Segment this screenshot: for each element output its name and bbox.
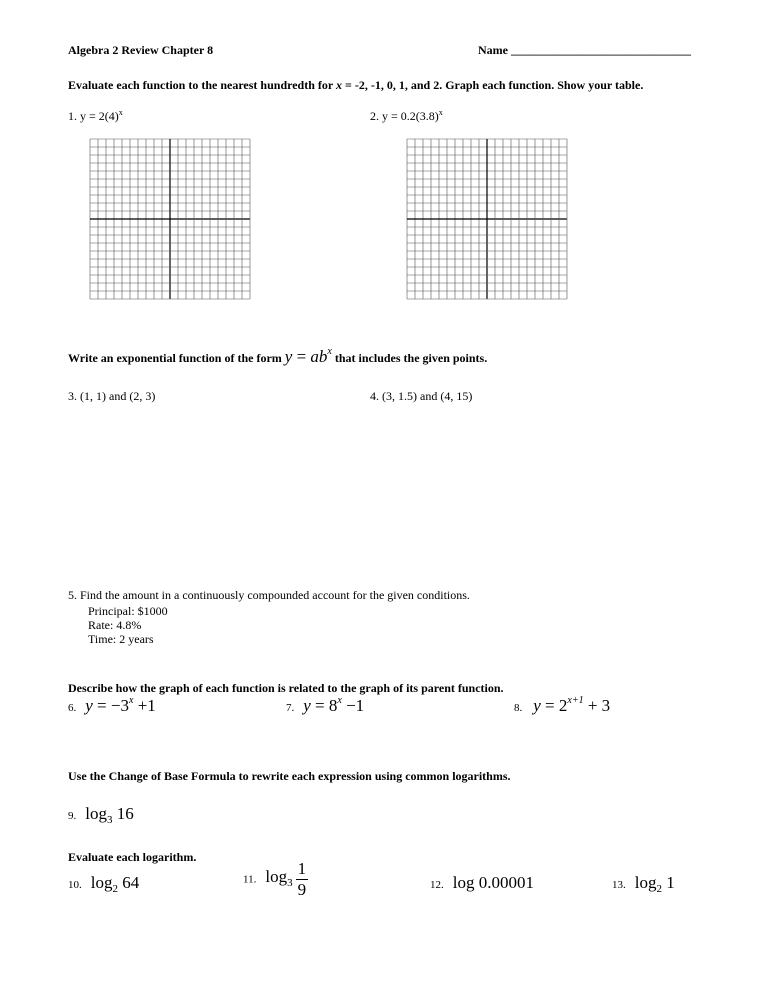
- q2-text: 2. y = 0.2(3.8): [370, 109, 439, 123]
- q9-arg: 16: [112, 804, 134, 823]
- section5-instructions: Use the Change of Base Formula to rewrite each expression using common logarithms.: [68, 769, 511, 783]
- q11-num: 11.: [243, 873, 257, 886]
- question-9: [68, 804, 134, 824]
- question-12: [430, 873, 534, 893]
- q8-eq: = 2: [540, 696, 568, 715]
- instr-post: = -2, -1, 0, 1, and 2. Graph each function. Show your table.: [342, 78, 644, 92]
- q13-num: 13.: [612, 879, 626, 891]
- q6-y: y: [85, 696, 93, 715]
- time: Time: 2 years: [88, 632, 154, 646]
- q6-tail: +1: [133, 696, 156, 715]
- question-11: [243, 859, 308, 900]
- q9-log: log: [85, 804, 107, 823]
- q11-fraction: [296, 859, 309, 900]
- section2-instructions: [68, 347, 487, 367]
- principal: Principal: $1000: [88, 604, 168, 618]
- q2-exp: x: [438, 108, 443, 117]
- q7-y: y: [303, 696, 311, 715]
- question-8: [514, 696, 610, 716]
- question-13: [612, 873, 675, 893]
- q13-log: log: [634, 873, 657, 892]
- name-line: ______________________________: [511, 43, 691, 57]
- q10-base: 2: [112, 883, 118, 895]
- question-1: [68, 109, 123, 124]
- section6-instructions: Evaluate each logarithm.: [68, 850, 197, 864]
- question-5: 5. Find the amount in a continuously compounded account for the given conditions.: [68, 588, 470, 602]
- q8-num: 8.: [514, 702, 523, 714]
- q6-num: 6.: [68, 702, 77, 714]
- question-4: 4. (3, 1.5) and (4, 15): [370, 389, 473, 403]
- q11-base: 3: [287, 877, 293, 890]
- q13-base: 2: [656, 883, 662, 895]
- q10-num: 10.: [68, 879, 82, 891]
- q10-arg: 64: [117, 873, 140, 892]
- q1-text: 1. y = 2(4): [68, 109, 119, 123]
- instr2-post: that includes the given points.: [334, 351, 488, 365]
- question-6: [68, 696, 156, 716]
- question-2: [370, 109, 443, 124]
- question-3: 3. (1, 1) and (2, 3): [68, 389, 156, 403]
- q7-num: 7.: [286, 702, 295, 714]
- q7-tail: −1: [341, 696, 365, 715]
- q11-denominator: 9: [297, 880, 307, 899]
- section1-instructions: [68, 78, 643, 93]
- q10-log: log: [90, 873, 113, 892]
- q6-exp: x: [128, 695, 134, 706]
- section4-instructions: Describe how the graph of each function is related to the graph of its parent function.: [68, 681, 504, 695]
- q9-base: 3: [106, 814, 113, 826]
- q11-log: log: [265, 867, 288, 887]
- q12-arg: 0.00001: [474, 873, 534, 892]
- form-y: y: [284, 347, 293, 366]
- worksheet-title: Algebra 2 Review Chapter 8: [68, 43, 214, 57]
- q7-eq: = 8: [310, 696, 338, 715]
- q8-y: y: [533, 696, 541, 715]
- form-eq: =: [292, 347, 311, 366]
- name-label: Name: [478, 43, 508, 57]
- q8-exp: x+1: [567, 695, 584, 706]
- q12-num: 12.: [430, 879, 444, 891]
- coordinate-grid-2: [403, 137, 571, 301]
- coordinate-grid-1: [86, 137, 254, 301]
- instr2-pre: Write an exponential function of the form: [68, 351, 285, 365]
- q9-num: 9.: [68, 810, 77, 822]
- q6-eq: = −3: [92, 696, 129, 715]
- q8-tail: + 3: [583, 696, 611, 715]
- q1-exp: x: [118, 108, 123, 117]
- form-exp: x: [327, 346, 332, 357]
- q7-exp: x: [337, 695, 342, 706]
- name-field: [478, 43, 691, 58]
- rate: Rate: 4.8%: [88, 618, 142, 632]
- question-10: [68, 873, 139, 893]
- question-7: [286, 696, 364, 716]
- instr-pre: Evaluate each function to the nearest hundredth for: [68, 78, 337, 92]
- q13-arg: 1: [661, 873, 675, 892]
- q12-log: log: [452, 873, 475, 892]
- q11-numerator: 1: [297, 859, 307, 878]
- instr-var: x: [336, 78, 343, 92]
- form-ab: ab: [310, 347, 328, 366]
